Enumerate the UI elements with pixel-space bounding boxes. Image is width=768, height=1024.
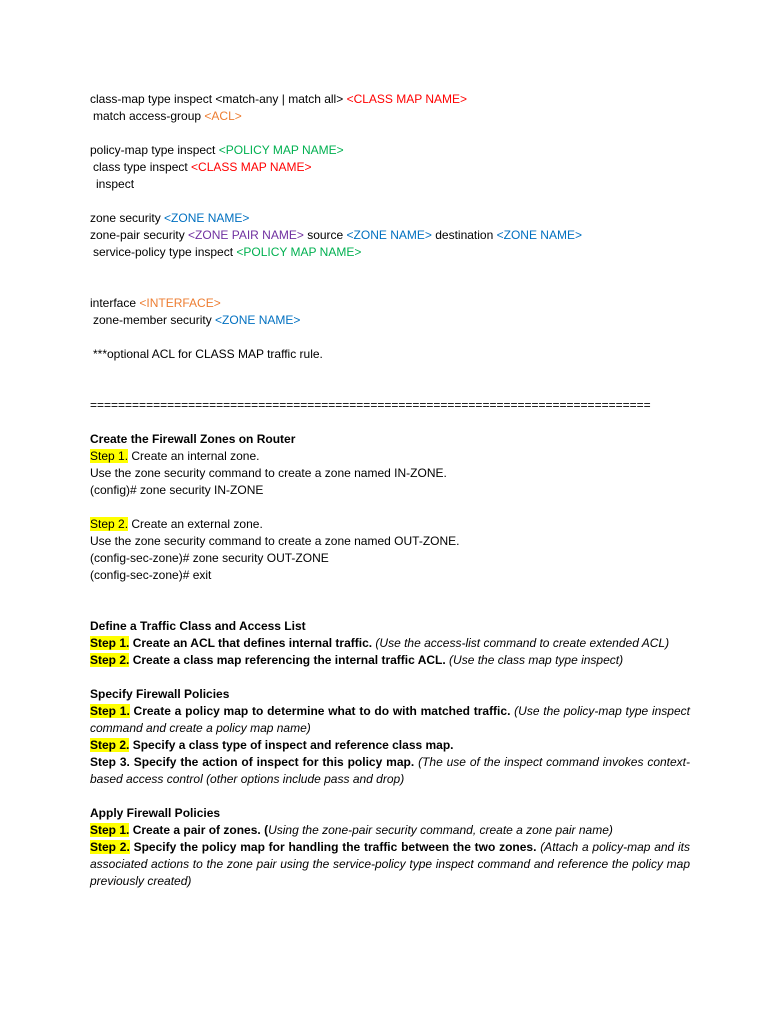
step-text: Create a pair of zones. ( <box>129 823 269 837</box>
step-text: Create a class map referencing the internal traffic ACL. <box>129 653 450 667</box>
match-access-group-line <box>90 108 690 125</box>
destination-zone-placeholder: <ZONE NAME> <box>496 228 582 242</box>
class-map-name-placeholder: <CLASS MAP NAME> <box>191 160 312 174</box>
zone-security-command: zone security <box>90 211 165 225</box>
destination-keyword: destination <box>431 228 497 242</box>
service-policy-command: service-policy type inspect <box>93 245 237 259</box>
step-label: Step 2. <box>90 738 130 752</box>
match-command: match access-group <box>93 109 205 123</box>
create-zones-step-1 <box>90 448 690 465</box>
policy-map-name-placeholder: <POLICY MAP NAME> <box>236 245 362 259</box>
apply-step-1 <box>90 822 690 839</box>
interface-command: interface <box>90 296 140 310</box>
zone-pair-line <box>90 227 690 244</box>
apply-step-2 <box>90 839 690 890</box>
step-note: (Use the access-list command to create extended ACL) <box>375 636 670 650</box>
service-policy-line <box>90 244 690 261</box>
class-map-name-placeholder: <CLASS MAP NAME> <box>346 92 468 106</box>
step-note: Using the zone-pair security command, create a zone pair name) <box>268 823 613 837</box>
step-label: Step 1. <box>90 449 129 463</box>
step-text: Create an external zone. <box>128 517 263 531</box>
interface-line <box>90 295 690 312</box>
document-page <box>90 91 690 890</box>
section-title-create-zones: Create the Firewall Zones on Router <box>90 432 296 446</box>
step-label: Step 2. <box>90 653 130 667</box>
section-title-traffic-class: Define a Traffic Class and Access List <box>90 619 306 633</box>
policies-step-3 <box>90 754 690 788</box>
step-label: Step 2. <box>90 517 129 531</box>
inspect-line: inspect <box>96 177 135 191</box>
policy-map-line <box>90 142 690 159</box>
step-text: Create an ACL that defines internal traffic. <box>129 636 376 650</box>
step-label: Step 1. <box>90 823 130 837</box>
class-map-command: class-map type inspect <match-any | match all> <box>90 92 347 106</box>
step-label: Step 1. <box>90 704 130 718</box>
step-note: (Use the policy-map type inspect command and create a policy map name) <box>90 704 690 735</box>
source-keyword: source <box>303 228 347 242</box>
create-zones-step-2-detail: Use the zone security command to create a zone named OUT-ZONE. <box>90 534 460 548</box>
step-label: Step 2. <box>90 840 130 854</box>
zone-name-placeholder: <ZONE NAME> <box>164 211 250 225</box>
class-type-command: class type inspect <box>93 160 192 174</box>
source-zone-placeholder: <ZONE NAME> <box>346 228 432 242</box>
step-text: Create an internal zone. <box>128 449 260 463</box>
zone-member-command: zone-member security <box>93 313 216 327</box>
create-zones-step-2-exit: (config-sec-zone)# exit <box>90 568 212 582</box>
acl-placeholder: <ACL> <box>204 109 242 123</box>
zone-pair-name-placeholder: <ZONE PAIR NAME> <box>188 228 304 242</box>
create-zones-step-1-command: (config)# zone security IN-ZONE <box>90 483 264 497</box>
zone-name-placeholder: <ZONE NAME> <box>215 313 301 327</box>
zone-security-line <box>90 210 690 227</box>
section-title-policies: Specify Firewall Policies <box>90 687 230 701</box>
section-title-apply: Apply Firewall Policies <box>90 806 221 820</box>
class-map-line <box>90 91 690 108</box>
traffic-class-step-2 <box>90 652 690 669</box>
step-text: Specify a class type of inspect and reference class map. <box>129 738 454 752</box>
policy-map-command: policy-map type inspect <box>90 143 219 157</box>
zone-pair-command: zone-pair security <box>90 228 189 242</box>
class-type-line <box>90 159 690 176</box>
zone-member-line <box>90 312 690 329</box>
policies-step-2 <box>90 737 690 754</box>
policy-map-name-placeholder: <POLICY MAP NAME> <box>218 143 344 157</box>
step-text: Create a policy map to determine what to do with matched traffic. <box>129 704 515 718</box>
step-note: (Attach a policy-map and its associated actions to the zone pair using the service-policy type inspect command and reference the policy map previously created) <box>90 840 690 888</box>
step-note: (The use of the inspect command invokes context-based access control (other options include pass and drop) <box>90 755 691 786</box>
policies-step-1 <box>90 703 690 737</box>
create-zones-step-2-command: (config-sec-zone)# zone security OUT-ZONE <box>90 551 329 565</box>
create-zones-step-2 <box>90 516 690 533</box>
step-text: Specify the policy map for handling the traffic between the two zones. <box>129 840 541 854</box>
separator-line: ================================================================================ <box>90 398 651 412</box>
step-label: Step 1. <box>90 636 130 650</box>
traffic-class-step-1 <box>90 635 690 652</box>
optional-acl-note: ***optional ACL for CLASS MAP traffic rule. <box>93 347 323 361</box>
step-text: Step 3. Specify the action of inspect for this policy map. <box>90 755 419 769</box>
step-note: (Use the class map type inspect) <box>449 653 624 667</box>
create-zones-step-1-detail: Use the zone security command to create a zone named IN-ZONE. <box>90 466 447 480</box>
interface-placeholder: <INTERFACE> <box>139 296 221 310</box>
